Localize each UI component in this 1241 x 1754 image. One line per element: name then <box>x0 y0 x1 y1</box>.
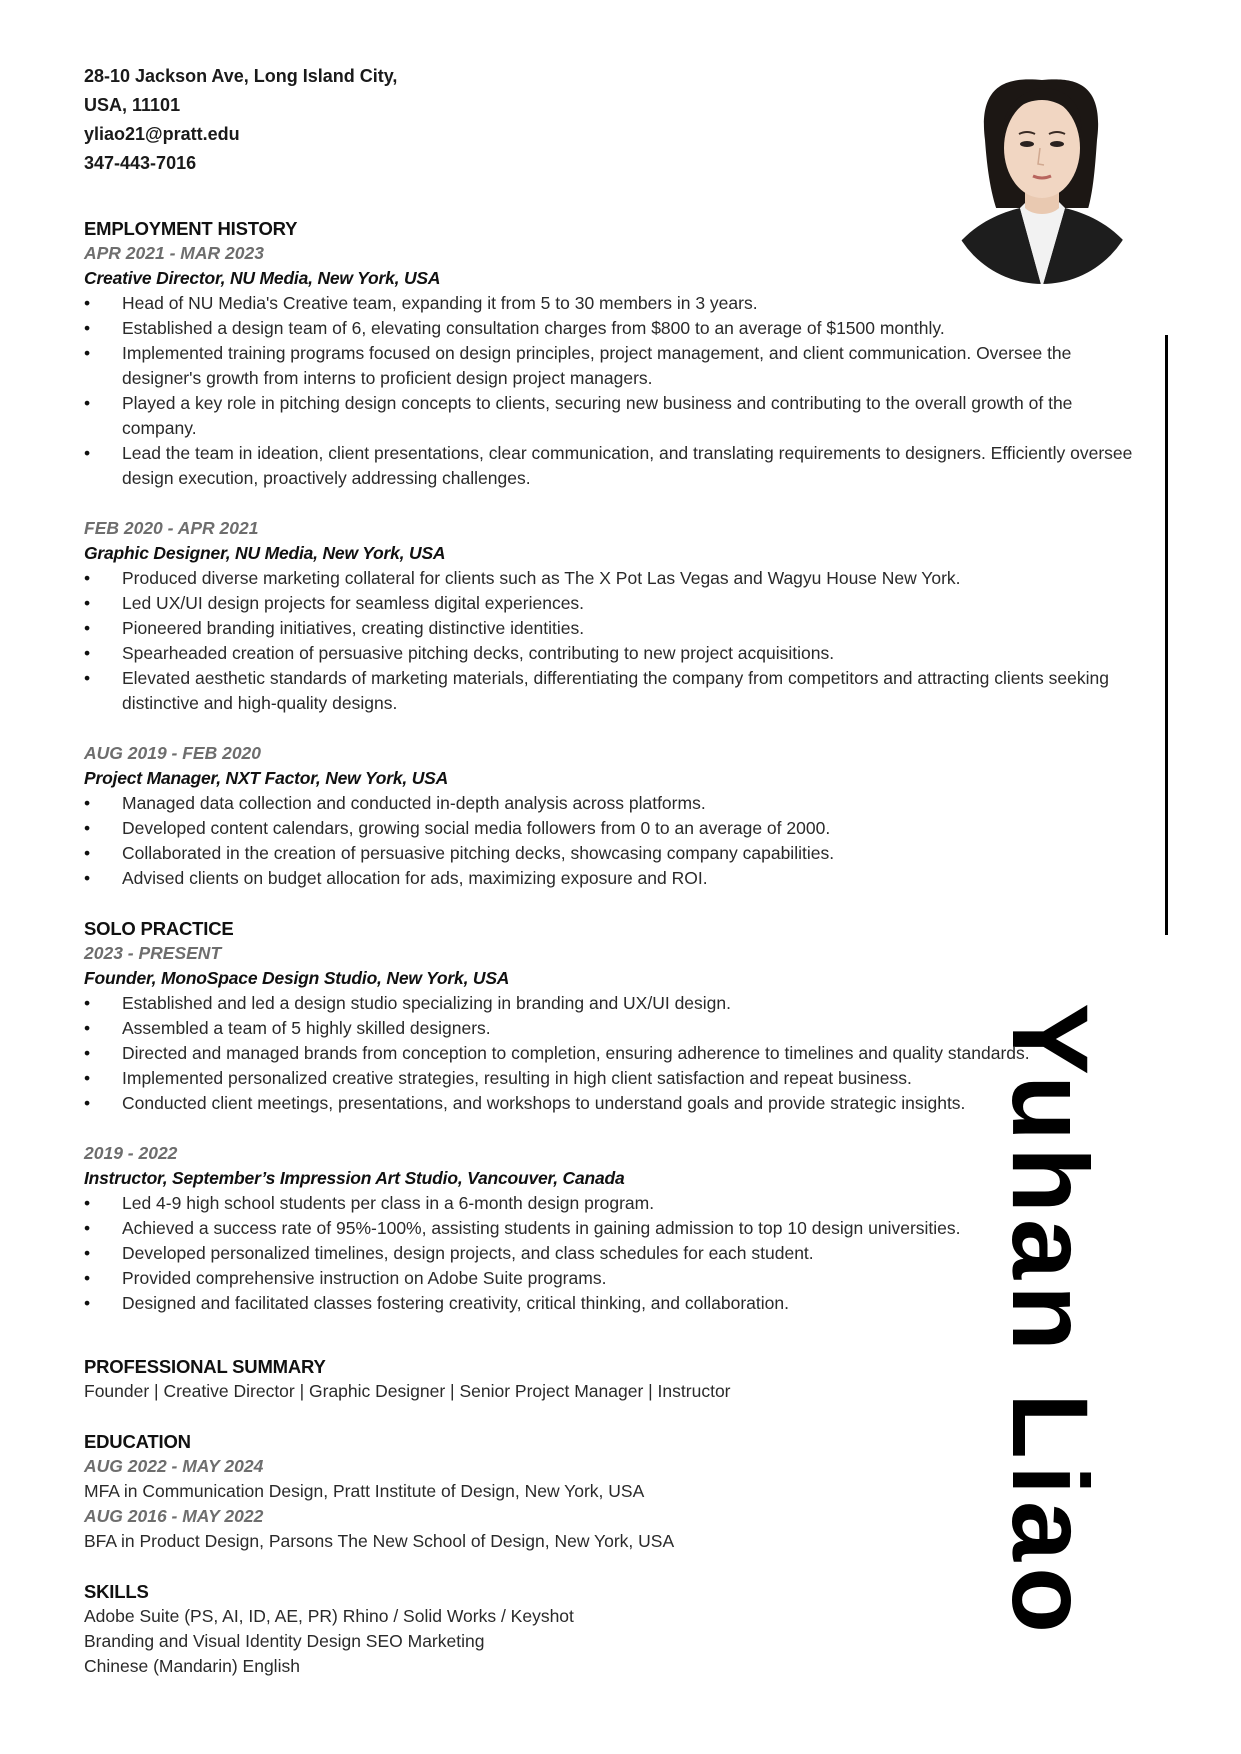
skills-heading: SKILLS <box>84 1581 149 1602</box>
job-role: Creative Director, NU Media, New York, USA <box>84 268 441 288</box>
summary-heading: PROFESSIONAL SUMMARY <box>84 1356 326 1377</box>
list-item: • Established and led a design studio specializing in branding and UX/UI design. <box>84 991 1134 1016</box>
job-role: Founder, MonoSpace Design Studio, New York, USA <box>84 968 510 988</box>
list-item: • Developed content calendars, growing social media followers from 0 to an average of 2000. <box>84 816 1134 841</box>
job-date: FEB 2020 - APR 2021 <box>84 518 259 538</box>
solo-practice-heading: SOLO PRACTICE <box>84 918 234 939</box>
job-role: Instructor, September’s Impression Art Studio, Vancouver, Canada <box>84 1168 625 1188</box>
address-line-2: USA, 11101 <box>84 95 181 115</box>
list-item: • Collaborated in the creation of persuasive pitching decks, showcasing company capabilities. <box>84 841 1134 866</box>
job-date: AUG 2019 - FEB 2020 <box>84 743 262 763</box>
list-item: • Played a key role in pitching design concepts to clients, securing new business and contributing to the overall growth of the company. <box>84 391 1134 441</box>
skills-line: Adobe Suite (PS, AI, ID, AE, PR) Rhino / Solid Works / Keyshot <box>84 1606 574 1626</box>
list-item: • Established a design team of 6, elevating consultation charges from $800 to an average of $1500 monthly. <box>84 316 1134 341</box>
skills-line: Chinese (Mandarin) English <box>84 1656 300 1676</box>
job-bullets <box>84 991 1134 1116</box>
job-date: APR 2021 - MAR 2023 <box>84 243 264 263</box>
education-date: AUG 2022 - MAY 2024 <box>84 1456 264 1476</box>
job-bullets <box>84 291 1134 491</box>
education-degree: BFA in Product Design, Parsons The New School of Design, New York, USA <box>84 1531 675 1551</box>
list-item: • Head of NU Media's Creative team, expanding it from 5 to 30 members in 3 years. <box>84 291 1134 316</box>
phone: 347-443-7016 <box>84 153 197 173</box>
list-item: • Assembled a team of 5 highly skilled designers. <box>84 1016 1134 1041</box>
job-role: Project Manager, NXT Factor, New York, USA <box>84 768 449 788</box>
list-item: • Pioneered branding initiatives, creating distinctive identities. <box>84 616 1134 641</box>
education-date: AUG 2016 - MAY 2022 <box>84 1506 264 1526</box>
skills-line: Branding and Visual Identity Design SEO Marketing <box>84 1631 485 1651</box>
list-item: • Provided comprehensive instruction on Adobe Suite programs. <box>84 1266 1134 1291</box>
address-line-1: 28-10 Jackson Ave, Long Island City, <box>84 66 398 86</box>
list-item: • Designed and facilitated classes fostering creativity, critical thinking, and collaboration. <box>84 1291 1134 1316</box>
list-item: • Lead the team in ideation, client presentations, clear communication, and translating requirements to designers. Efficiently oversee design execution, proactively addressing challenges. <box>84 441 1134 491</box>
list-item: • Achieved a success rate of 95%-100%, assisting students in gaining admission to top 10 design universities. <box>84 1216 1134 1241</box>
list-item: • Implemented training programs focused on design principles, project management, and client communication. Oversee the designer's growth from interns to proficient design project managers. <box>84 341 1134 391</box>
job-date: 2023 - PRESENT <box>84 943 222 963</box>
list-item: • Spearheaded creation of persuasive pitching decks, contributing to new project acquisitions. <box>84 641 1134 666</box>
vertical-divider <box>1165 335 1168 935</box>
contact-block <box>84 62 397 178</box>
summary-text: Founder | Creative Director | Graphic Designer | Senior Project Manager | Instructor <box>84 1381 731 1401</box>
list-item: • Led 4-9 high school students per class in a 6-month design program. <box>84 1191 1134 1216</box>
job-bullets <box>84 791 1134 891</box>
list-item: • Advised clients on budget allocation for ads, maximizing exposure and ROI. <box>84 866 1134 891</box>
resume-body <box>84 216 1134 1679</box>
list-item: • Led UX/UI design projects for seamless digital experiences. <box>84 591 1134 616</box>
list-item: • Managed data collection and conducted in-depth analysis across platforms. <box>84 791 1134 816</box>
job-bullets <box>84 1191 1134 1316</box>
job-bullets <box>84 566 1134 716</box>
employment-heading: EMPLOYMENT HISTORY <box>84 218 298 239</box>
list-item: • Directed and managed brands from conception to completion, ensuring adherence to timelines and quality standards. <box>84 1041 1134 1066</box>
education-degree: MFA in Communication Design, Pratt Institute of Design, New York, USA <box>84 1481 645 1501</box>
list-item: • Produced diverse marketing collateral for clients such as The X Pot Las Vegas and Wagyu House New York. <box>84 566 1134 591</box>
list-item: • Developed personalized timelines, design projects, and class schedules for each student. <box>84 1241 1134 1266</box>
email: yliao21@pratt.edu <box>84 124 240 144</box>
job-role: Graphic Designer, NU Media, New York, USA <box>84 543 446 563</box>
candidate-name: Yuhan Liao <box>990 1003 1111 1640</box>
list-item: • Conducted client meetings, presentations, and workshops to understand goals and provide strategic insights. <box>84 1091 1134 1116</box>
education-heading: EDUCATION <box>84 1431 191 1452</box>
job-date: 2019 - 2022 <box>84 1143 178 1163</box>
list-item: • Implemented personalized creative strategies, resulting in high client satisfaction and repeat business. <box>84 1066 1134 1091</box>
list-item: • Elevated aesthetic standards of marketing materials, differentiating the company from competitors and attracting clients seeking distinctive and high-quality designs. <box>84 666 1134 716</box>
